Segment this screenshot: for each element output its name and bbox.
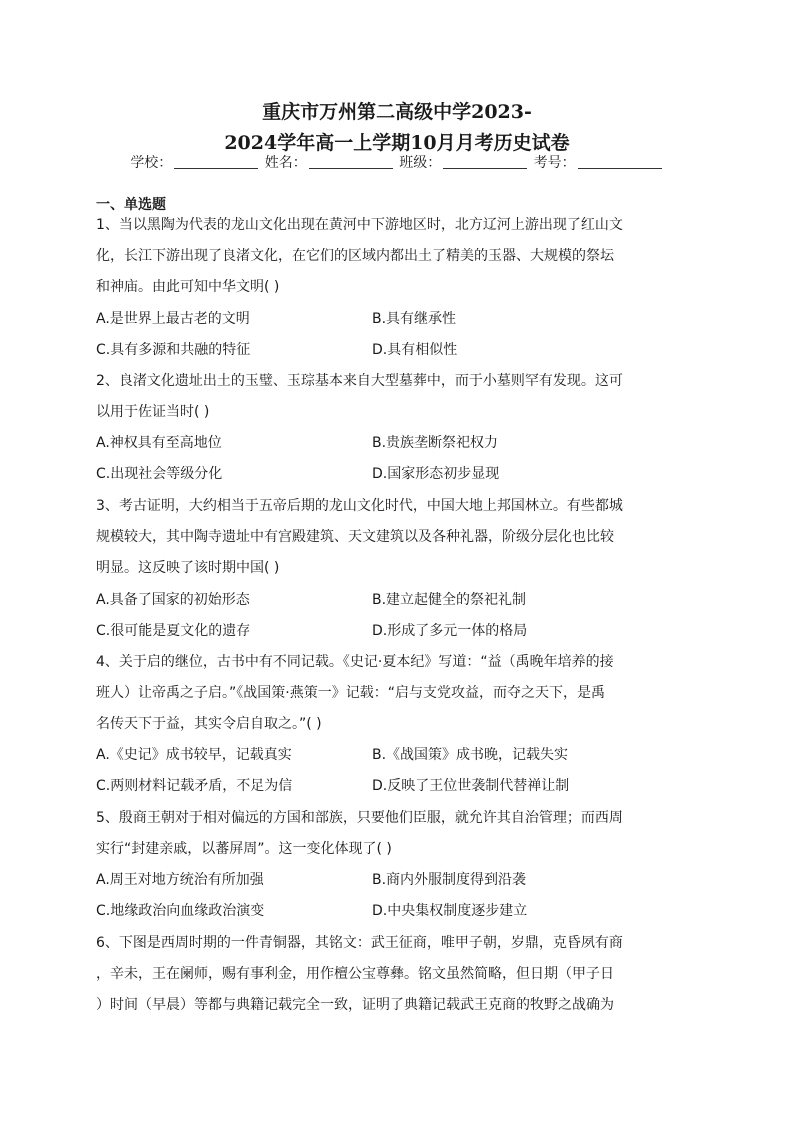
section-heading: 一、单选题	[96, 197, 166, 213]
question-line: 以用于佐证当时( )	[96, 404, 210, 420]
question-3	[96, 491, 696, 584]
option-d[interactable]: D.具有相似性	[372, 342, 458, 358]
options-row	[96, 616, 696, 647]
option-a[interactable]: A.周王对地方统治有所加强	[96, 872, 264, 888]
school-blank[interactable]	[174, 154, 258, 169]
options-row	[96, 896, 696, 927]
options-row	[96, 428, 696, 459]
class-label: 班级：	[399, 155, 442, 171]
options-row	[96, 865, 696, 896]
option-c[interactable]: C.两则材料记载矛盾，不足为信	[96, 778, 293, 794]
option-c[interactable]: C.出现社会等级分化	[96, 466, 223, 482]
question-2	[96, 366, 696, 428]
option-d[interactable]: D.反映了王位世袭制代替禅让制	[372, 778, 570, 794]
question-line: 实行“封建亲戚，以蕃屏周”。这一变化体现了( )	[96, 841, 392, 857]
option-a[interactable]: A.《史记》成书较早，记载真实	[96, 747, 292, 763]
question-line: 规模较大，其中陶寺遗址中有宫殿建筑、天文建筑以及各种礼器，阶级分层化也比较	[96, 529, 614, 545]
option-b[interactable]: B.商内外服制度得到沿袭	[372, 872, 527, 888]
question-line: 化，长江下游出现了良渚文化，在它们的区域内都出土了精美的玉器、大规模的祭坛	[96, 248, 614, 264]
question-line: 3、考古证明，大约相当于五帝后期的龙山文化时代，中国大地上邦国林立。有些都城	[96, 498, 623, 514]
exam-title-line1: 重庆市万州第二高级中学2023-	[262, 101, 532, 123]
question-line: 班人）让帝禹之子启。”《战国策·燕策一》记载：“启与支党攻益，而夺之天下，是禹	[96, 685, 605, 701]
question-line: 明显。这反映了该时期中国( )	[96, 560, 280, 576]
question-line: 4、关于启的继位，古书中有不同记载。《史记·夏本纪》写道：“益（禹晚年培养的接	[96, 654, 614, 670]
student-info-row	[0, 153, 794, 173]
option-c[interactable]: C.很可能是夏文化的遗存	[96, 623, 251, 639]
question-line: 1、当以黑陶为代表的龙山文化出现在黄河中下游地区时，北方辽河上游出现了红山文	[96, 217, 623, 233]
option-c[interactable]: C.地缘政治向血缘政治演变	[96, 903, 265, 919]
options-row	[96, 304, 696, 335]
question-5	[96, 803, 696, 865]
question-line: 名传天下于益，其实令启自取之。”( )	[96, 716, 322, 732]
exam-no-label: 考号：	[533, 155, 576, 171]
question-line: 2、良渚文化遗址出土的玉璧、玉琮基本来自大型墓葬中，而于小墓则罕有发现。这可	[96, 373, 623, 389]
question-line: ，辛未，王在阑师，赐有事利金，用作檀公宝尊彝。铭文虽然简略，但日期（甲子日	[96, 966, 614, 982]
question-1	[96, 210, 696, 303]
option-a[interactable]: A.具备了国家的初始形态	[96, 592, 250, 608]
option-d[interactable]: D.国家形态初步显现	[372, 466, 500, 482]
option-b[interactable]: B.具有继承性	[372, 311, 457, 327]
name-blank[interactable]	[309, 154, 393, 169]
class-blank[interactable]	[443, 154, 527, 169]
option-a[interactable]: A.神权具有至高地位	[96, 435, 222, 451]
exam-title-line2: 2024学年高一上学期10月月考历史试卷	[224, 132, 570, 154]
option-b[interactable]: B.建立起健全的祭祀礼制	[372, 592, 527, 608]
option-a[interactable]: A.是世界上最古老的文明	[96, 311, 250, 327]
options-row	[96, 771, 696, 802]
question-line: ）时间（早晨）等都与典籍记载完全一致，证明了典籍记载武王克商的牧野之战确为	[96, 997, 614, 1013]
question-4	[96, 647, 696, 740]
options-row	[96, 335, 696, 366]
question-line: 和神庙。由此可知中华文明( )	[96, 279, 280, 295]
options-row	[96, 459, 696, 490]
exam-no-blank[interactable]	[578, 154, 662, 169]
question-line: 6、下图是西周时期的一件青铜器，其铭文：武王征商，唯甲子朝，岁鼎，克昏夙有商	[96, 935, 623, 951]
question-line: 5、殷商王朝对于相对偏远的方国和部族，只要他们臣服，就允许其自治管理；而西周	[96, 810, 623, 826]
option-b[interactable]: B.贵族垄断祭祀权力	[372, 435, 499, 451]
option-c[interactable]: C.具有多源和共融的特征	[96, 342, 251, 358]
option-d[interactable]: D.中央集权制度逐步建立	[372, 903, 528, 919]
name-label: 姓名：	[264, 155, 307, 171]
option-b[interactable]: B.《战国策》成书晚，记载失实	[372, 747, 569, 763]
option-d[interactable]: D.形成了多元一体的格局	[372, 623, 528, 639]
school-label: 学校：	[130, 155, 173, 171]
options-row	[96, 740, 696, 771]
options-row	[96, 585, 696, 616]
question-6	[96, 928, 696, 1021]
